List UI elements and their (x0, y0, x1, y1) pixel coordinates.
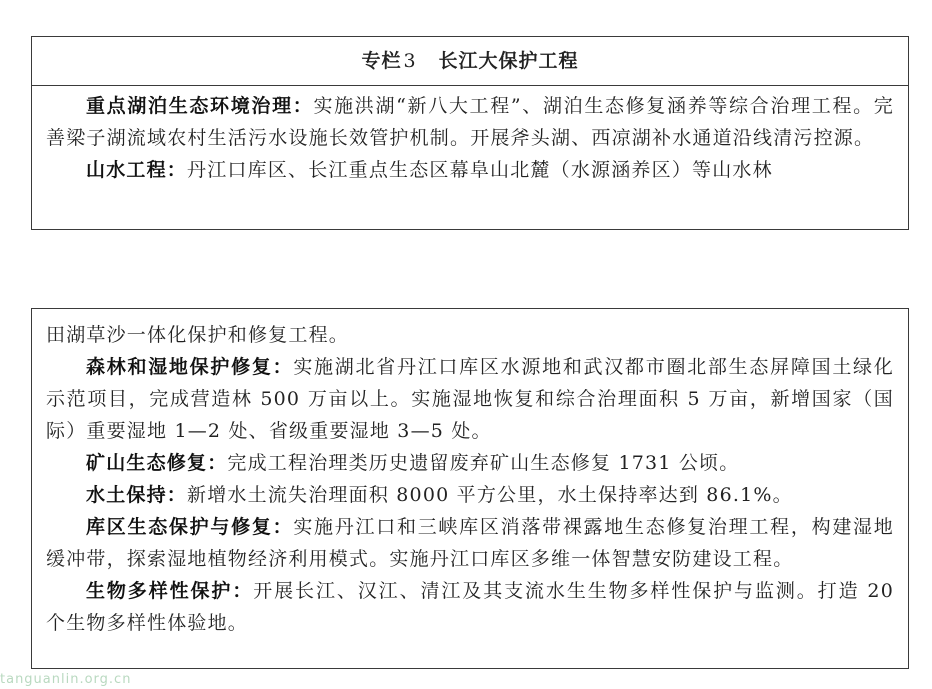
paragraph-heading: 山水工程： (86, 159, 188, 181)
column-title (32, 37, 908, 86)
watermark: tanguanlin.org.cn (0, 672, 132, 687)
paragraph-soil-water (46, 479, 894, 511)
paragraph-body: 实施丹江口和三峡库区消落带裸露地生态修复治理工程，构建湿地缓冲带，探索湿地植物经济利用模式。实施丹江口库区多维一体智慧安防建设工程。 (46, 516, 894, 570)
column-content-top (32, 86, 908, 186)
paragraph-lake-governance (46, 90, 894, 154)
column-title-prefix: 专栏 (361, 50, 402, 72)
paragraph-heading: 重点湖泊生态环境治理： (86, 95, 314, 117)
paragraph-body: 开展长江、汉江、清江及其支流水生生物多样性保护与监测。打造 20 个生物多样性体验地。 (46, 580, 894, 634)
column-content-bottom (32, 309, 908, 639)
paragraph-body: 完成工程治理类历史遗留废弃矿山生态修复 1731 公顷。 (227, 452, 740, 474)
paragraph-continuation: 田湖草沙一体化保护和修复工程。 (46, 324, 350, 346)
paragraph-body: 实施洪湖“新八大工程”、湖泊生态修复涵养等综合治理工程。完善梁子湖流域农村生活污水设施长效管护机制。开展斧头湖、西凉湖补水通道沿线清污控源。 (46, 95, 894, 149)
paragraph-heading: 生物多样性保护： (86, 580, 254, 602)
paragraph-body: 实施湖北省丹江口库区水源地和武汉都市圈北部生态屏障国土绿化示范项目，完成营造林 500 万亩以上。实施湿地恢复和综合治理面积 5 万亩，新增国家（国际）重要湿地 1—2 处、省级重要湿地 3—5 处。 (46, 356, 894, 442)
paragraph-heading: 森林和湿地保护修复： (86, 356, 294, 378)
paragraph-mine-restoration (46, 447, 894, 479)
column-title-text: 长江大保护工程 (438, 50, 579, 72)
paragraph-reservoir-ecology (46, 511, 894, 575)
paragraph-body: 新增水土流失治理面积 8000 平方公里，水土保持率达到 86.1%。 (187, 484, 793, 506)
paragraph-heading: 水土保持： (86, 484, 188, 506)
paragraph-heading: 库区生态保护与修复： (86, 516, 294, 538)
paragraph-body: 丹江口库区、长江重点生态区幕阜山北麓（水源涵养区）等山水林 (187, 159, 773, 181)
paragraph-heading: 矿山生态修复： (86, 452, 228, 474)
paragraph-forest-wetland (46, 351, 894, 447)
paragraph-biodiversity (46, 575, 894, 639)
paragraph-mountain-water (46, 154, 894, 186)
column-title-number: 3 (403, 50, 417, 72)
column-box-top (31, 36, 909, 230)
column-box-bottom (31, 308, 909, 669)
